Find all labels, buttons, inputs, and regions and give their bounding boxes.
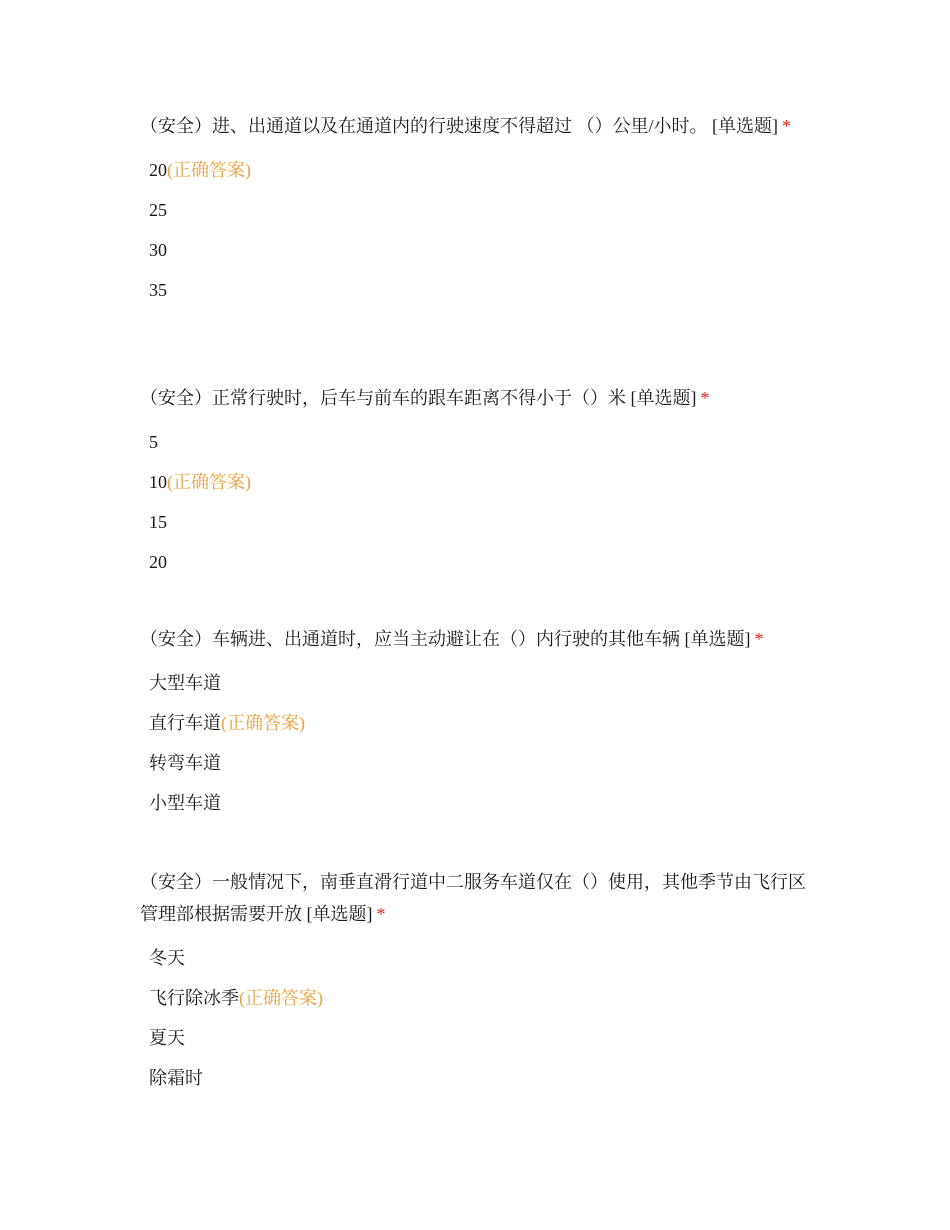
option-text: 20 <box>149 552 167 572</box>
option-text: 5 <box>149 432 158 452</box>
option-text: 直行车道 <box>149 713 221 733</box>
correct-answer-label: (正确答案) <box>221 713 305 733</box>
option-list <box>140 938 820 1098</box>
option-item <box>140 938 820 978</box>
option-text: 除霜时 <box>149 1068 203 1088</box>
question-text: 车辆进、出通道时，应当主动避让在（）内行驶的其他车辆 <box>212 629 680 649</box>
required-mark: * <box>782 116 791 136</box>
question-1 <box>140 110 820 310</box>
required-mark: * <box>700 388 710 408</box>
option-text: 夏天 <box>149 1028 185 1048</box>
option-text: 冬天 <box>149 948 185 968</box>
question-title <box>140 866 820 930</box>
question-text: 正常行驶时，后车与前车的跟车距离不得小于（）米 <box>212 388 626 408</box>
option-item <box>140 230 820 270</box>
option-item <box>140 1018 820 1058</box>
option-text: 25 <box>149 200 167 220</box>
question-prefix: （安全） <box>140 116 212 136</box>
option-item <box>140 462 820 502</box>
question-prefix: （安全） <box>140 388 212 408</box>
option-item <box>140 703 820 743</box>
option-item <box>140 422 820 462</box>
option-list <box>140 663 820 823</box>
option-item <box>140 783 820 823</box>
option-item <box>140 542 820 582</box>
option-list <box>140 150 820 310</box>
required-mark: * <box>376 904 386 924</box>
question-type-tag: [单选题] <box>712 116 778 136</box>
question-prefix: （安全） <box>140 872 212 892</box>
option-text: 大型车道 <box>149 673 221 693</box>
question-text: 进、出通道以及在通道内的行驶速度不得超过 （）公里/小时。 <box>212 116 708 136</box>
question-title <box>140 382 820 414</box>
question-4 <box>140 866 820 1098</box>
option-item <box>140 270 820 310</box>
option-item <box>140 150 820 190</box>
option-item <box>140 1058 820 1098</box>
question-type-tag: [单选题] <box>630 388 697 408</box>
option-item <box>140 978 820 1018</box>
option-item <box>140 190 820 230</box>
question-3 <box>140 623 820 823</box>
option-text: 转弯车道 <box>149 753 221 773</box>
question-2 <box>140 382 820 582</box>
option-item <box>140 663 820 703</box>
question-title <box>140 110 820 142</box>
question-prefix: （安全） <box>140 629 212 649</box>
question-type-tag: [单选题] <box>306 904 373 924</box>
option-text: 20 <box>149 160 167 180</box>
correct-answer-label: (正确答案) <box>239 988 323 1008</box>
option-text: 35 <box>149 280 167 300</box>
correct-answer-label: (正确答案) <box>167 160 251 180</box>
question-type-tag: [单选题] <box>684 629 751 649</box>
option-text: 30 <box>149 240 167 260</box>
correct-answer-label: (正确答案) <box>167 472 251 492</box>
required-mark: * <box>754 629 764 649</box>
question-title <box>140 623 820 655</box>
option-list <box>140 422 820 582</box>
option-item <box>140 502 820 542</box>
option-item <box>140 743 820 783</box>
option-text: 10 <box>149 472 167 492</box>
question-text: 一般情况下，南垂直滑行道中二服务车道仅在（）使用，其他季节由飞行区管理部根据需要开放 <box>140 872 806 924</box>
option-text: 15 <box>149 512 167 532</box>
option-text: 小型车道 <box>149 793 221 813</box>
option-text: 飞行除冰季 <box>149 988 239 1008</box>
